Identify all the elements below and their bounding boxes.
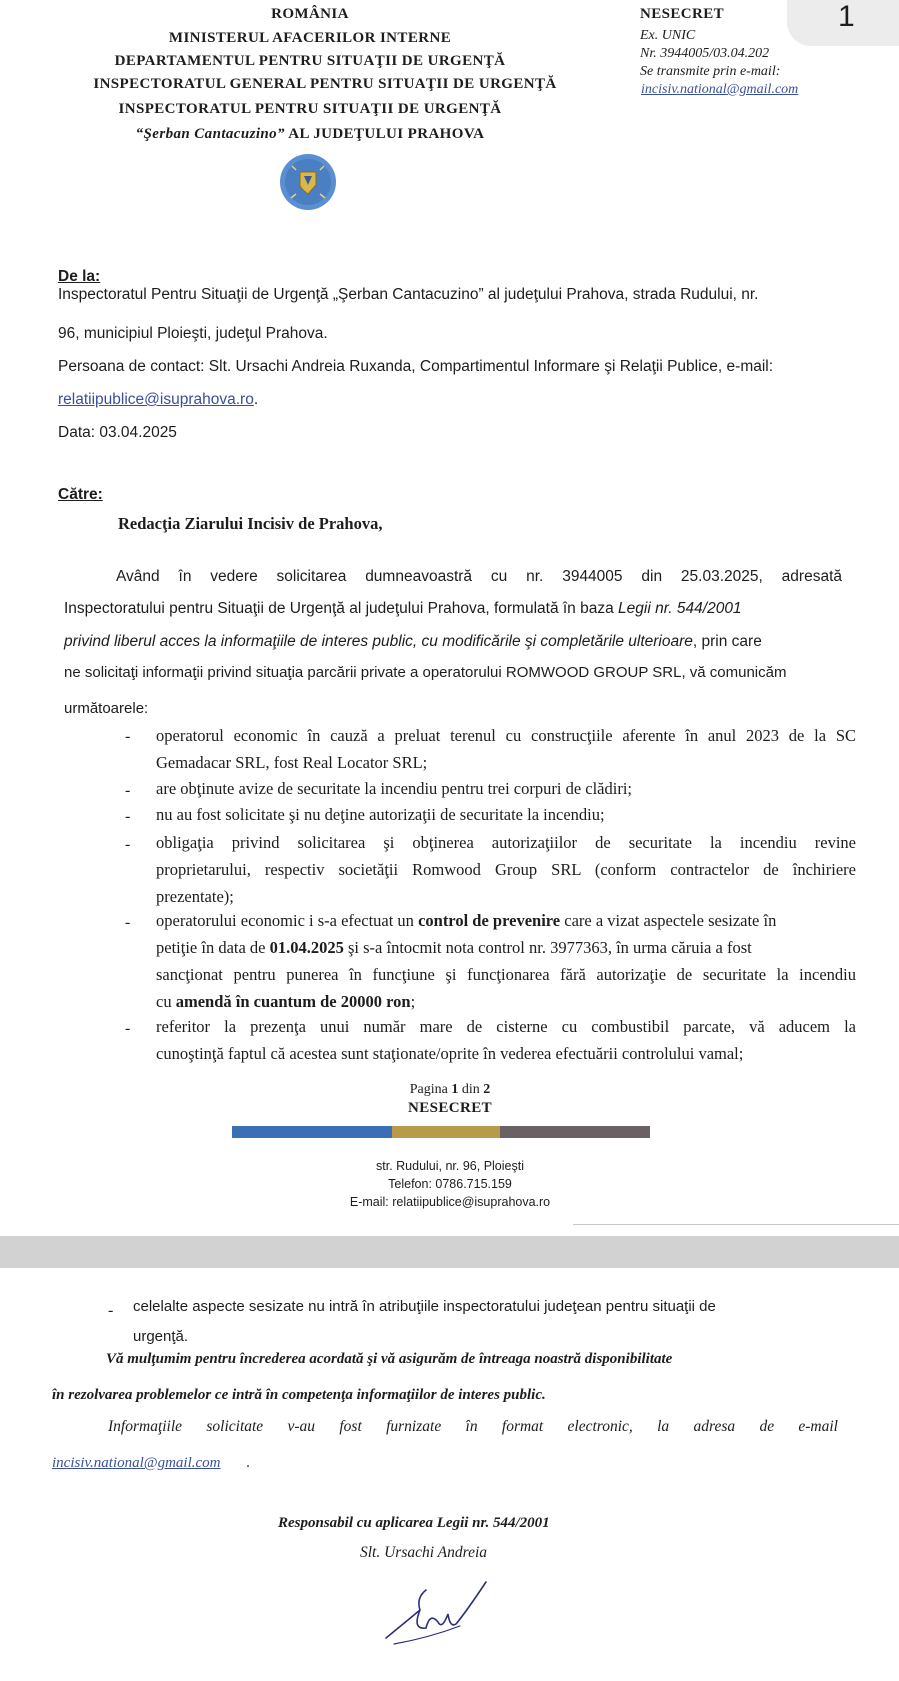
transmit-note: Se transmite prin e-mail: <box>640 64 781 79</box>
bullet-5-line-1: operatorului economic i s-a efectuat un control de prevenire care a vizat aspectele sesizate în <box>156 911 777 930</box>
header-county-line <box>70 126 550 143</box>
footer-address: str. Rudului, nr. 96, Ploieşti <box>376 1159 524 1173</box>
intro-line-1: Având în vedere solicitarea dumneavoastră cu nr. 3944005 din 25.03.2025, adresată <box>116 568 842 585</box>
bullet-4-line-1: obligaţia privind solicitarea şi obţinerea autorizaţiilor de securitate la incendiu revine <box>156 833 856 852</box>
bullet-6-line-1: referitor la prezenţa unui număr mare de cisterne cu combustibil parcate, vă aducem la <box>156 1017 856 1036</box>
isu-emblem-icon <box>278 152 338 212</box>
info-line-1: Informaţiile solicitate v-au fost furnizate în format electronic, la adresa de e-mail <box>108 1418 838 1435</box>
bullet-5-line-4: cu amendă în cuantum de 20000 ron; <box>156 992 416 1011</box>
bullet-7-line-2: urgenţă. <box>133 1328 189 1345</box>
contact-line: Persoana de contact: Slt. Ursachi Andreia Ruxanda, Compartimentul Informare şi Relaţii Publice, e-mail: <box>58 358 774 375</box>
recipient-email-link[interactable]: incisiv.national@gmail.com <box>641 82 799 97</box>
page-indicator: Pagina 1 din 2 <box>409 1082 491 1097</box>
contact-email-line: relatiipublice@isuprahova.ro. <box>58 391 259 408</box>
classification-copy: Ex. UNIC <box>640 28 696 43</box>
header-county: AL JUDEŢULUI PRAHOVA <box>284 126 485 142</box>
footer-bar-grey <box>500 1126 650 1138</box>
recipient-name: Redacţia Ziarului Incisiv de Prahova, <box>118 514 383 533</box>
header-county-inspectorate: INSPECTORATUL PENTRU SITUAŢII DE URGENŢĂ <box>118 101 502 117</box>
from-line-2: 96, municipiul Ploieşti, judeţul Prahova. <box>58 325 328 342</box>
signer-name: Slt. Ursachi Andreia <box>360 1544 488 1561</box>
bullet-dash: - <box>125 836 131 853</box>
header-namesake: “Şerban Cantacuzino” <box>135 126 285 142</box>
page-counter: 1 <box>838 0 855 33</box>
document-date: Data: 03.04.2025 <box>58 424 177 441</box>
info-email-line: incisiv.national@gmail.com . <box>52 1455 251 1471</box>
intro-line-3: privind liberul acces la informaţiile de interes public, cu modificările şi completările ulterioare, prin care <box>64 633 762 650</box>
bullet-7-line-1: celelalte aspecte sesizate nu intră în atribuţiile inspectoratului judeţean pentru situaţii de <box>133 1298 716 1315</box>
footer-bar-gold <box>392 1126 500 1138</box>
bullet-5-line-3: sancţionat pentru punerea în funcţiune şi funcţionarea fără autorizaţie de securitate la incendiu <box>156 965 856 984</box>
from-heading: De la: <box>58 268 101 285</box>
bullet-2: are obţinute avize de securitate la incendiu pentru trei corpuri de clădiri; <box>156 779 632 798</box>
footer-bar-blue <box>232 1126 392 1138</box>
to-heading: Către: <box>58 486 103 503</box>
bullet-4-line-2: proprietarului, respectiv societăţii Romwood Group SRL (conform contractelor de închiriere <box>156 860 856 879</box>
responsible-title: Responsabil cu aplicarea Legii nr. 544/2001 <box>278 1515 550 1531</box>
footer-classification: NESECRET <box>407 1100 493 1116</box>
bullet-dash: - <box>125 808 131 825</box>
bullet-1-line-1: operatorul economic în cauză a preluat terenul cu construcţiile aferente în anul 2023 de la SC <box>156 726 856 745</box>
header-ministry: MINISTERUL AFACERILOR INTERNE <box>168 30 452 46</box>
bullet-dash: - <box>125 782 131 799</box>
classification-label: NESECRET <box>640 6 725 22</box>
thanks-line-2: în rezolvarea problemelor ce intră în competenţa informaţiilor de interes public. <box>52 1387 546 1403</box>
contact-email-link[interactable]: relatiipublice@isuprahova.ro <box>58 391 254 408</box>
thanks-line-1: Vă mulţumim pentru încrederea acordată şi vă asigurăm de întreaga noastră disponibilitate <box>106 1351 673 1367</box>
bullet-dash: - <box>125 728 131 745</box>
signature-icon <box>368 1568 518 1654</box>
bullet-1-line-2: Gemadacar SRL, fost Real Locator SRL; <box>156 753 428 772</box>
from-line-1: Inspectoratul Pentru Situaţii de Urgenţă „Şerban Cantacuzino” al judeţului Prahova, strada Rudului, nr. <box>58 286 759 303</box>
bullet-5-line-2: petiţie în data de 01.04.2025 şi s-a întocmit nota control nr. 3977363, în urma căruia a fost <box>156 938 752 957</box>
registration-number: Nr. 3944005/03.04.202 <box>640 46 770 61</box>
bullet-3: nu au fost solicitate şi nu deţine autorizaţii de securitate la incendiu; <box>156 805 605 824</box>
bullet-4-line-3: prezentate); <box>156 887 234 906</box>
intro-line-2: Inspectoratului pentru Situaţii de Urgenţă al judeţului Prahova, formulată în baza Legii nr. 544/2001 <box>64 600 742 617</box>
footer-color-bar <box>232 1126 650 1138</box>
footer-phone: Telefon: 0786.715.159 <box>388 1177 512 1191</box>
footer-divider <box>573 1224 899 1225</box>
bullet-dash: - <box>125 914 131 931</box>
info-email-link[interactable]: incisiv.national@gmail.com <box>52 1455 221 1471</box>
header-general-inspectorate: INSPECTORATUL GENERAL PENTRU SITUAŢII DE URGENŢĂ <box>93 76 557 92</box>
footer-email: E-mail: relatiipublice@isuprahova.ro <box>349 1195 551 1209</box>
bullet-dash: - <box>108 1302 114 1319</box>
bullet-dash: - <box>125 1020 131 1037</box>
document-page-2 <box>0 1268 899 1681</box>
bullet-6-line-2: cunoştinţă faptul că acestea sunt staţionate/oprite în vederea efectuării controlului vamal; <box>156 1044 744 1063</box>
intro-line-4: ne solicitaţi informaţii privind situaţia parcării private a operatorului ROMWOOD GROUP SRL, vă comunicăm <box>64 664 787 681</box>
header-department: DEPARTAMENTUL PENTRU SITUAŢII DE URGENŢĂ <box>114 53 506 69</box>
intro-line-5: următoarele: <box>64 700 149 717</box>
header-country: ROMÂNIA <box>271 6 349 22</box>
